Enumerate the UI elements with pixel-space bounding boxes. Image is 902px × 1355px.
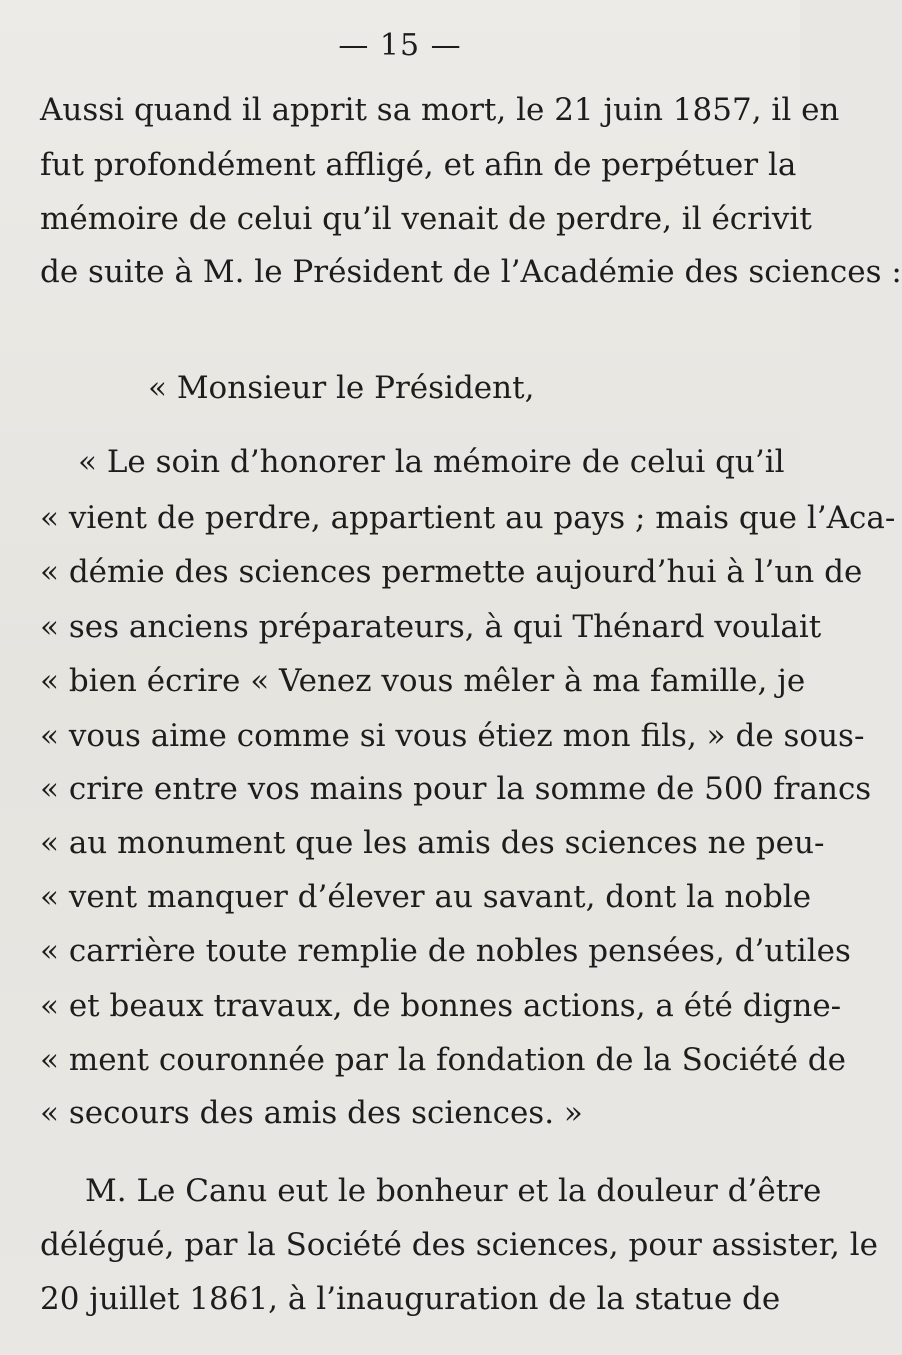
text-line: fut profondément affligé, et afin de perpétuer la (40, 147, 797, 183)
quote-line: « vous aime comme si vous étiez mon fils, » de sous- (40, 718, 865, 754)
quote-line: « au monument que les amis des sciences ne peu- (40, 825, 825, 861)
text-line: de suite à M. le Président de l’Académie des sciences : (40, 254, 902, 290)
quote-line: « et beaux travaux, de bonnes actions, a été digne- (40, 988, 842, 1024)
quote-line: « ses anciens préparateurs, à qui Thénard voulait (40, 609, 822, 645)
quote-line: « démie des sciences permette aujourd’hui à l’un de (40, 554, 863, 590)
quote-line: « bien écrire « Venez vous mêler à ma famille, je (40, 663, 806, 699)
quote-line: « vent manquer d’élever au savant, dont la noble (40, 879, 812, 915)
quote-line: « vient de perdre, appartient au pays ; mais que l’Aca- (40, 500, 896, 536)
quote-line: « secours des amis des sciences. » (40, 1095, 583, 1131)
text-line: mémoire de celui qu’il venait de perdre, il écrivit (40, 201, 812, 237)
quote-line: « carrière toute remplie de nobles pensées, d’utiles (40, 933, 851, 969)
quote-line: « crire entre vos mains pour la somme de 500 francs (40, 771, 872, 807)
text-line: Aussi quand il apprit sa mort, le 21 juin 1857, il en (40, 92, 840, 128)
page-number: — 15 — (338, 28, 462, 63)
text-line: 20 juillet 1861, à l’inauguration de la statue de (40, 1281, 781, 1317)
salutation: « Monsieur le Président, (148, 370, 535, 406)
quote-line: « Le soin d’honorer la mémoire de celui qu’il (78, 444, 785, 480)
text-line: M. Le Canu eut le bonheur et la douleur d’être (85, 1173, 822, 1209)
text-line: délégué, par la Société des sciences, pour assister, le (40, 1227, 878, 1263)
quote-line: « ment couronnée par la fondation de la Société de (40, 1042, 846, 1078)
